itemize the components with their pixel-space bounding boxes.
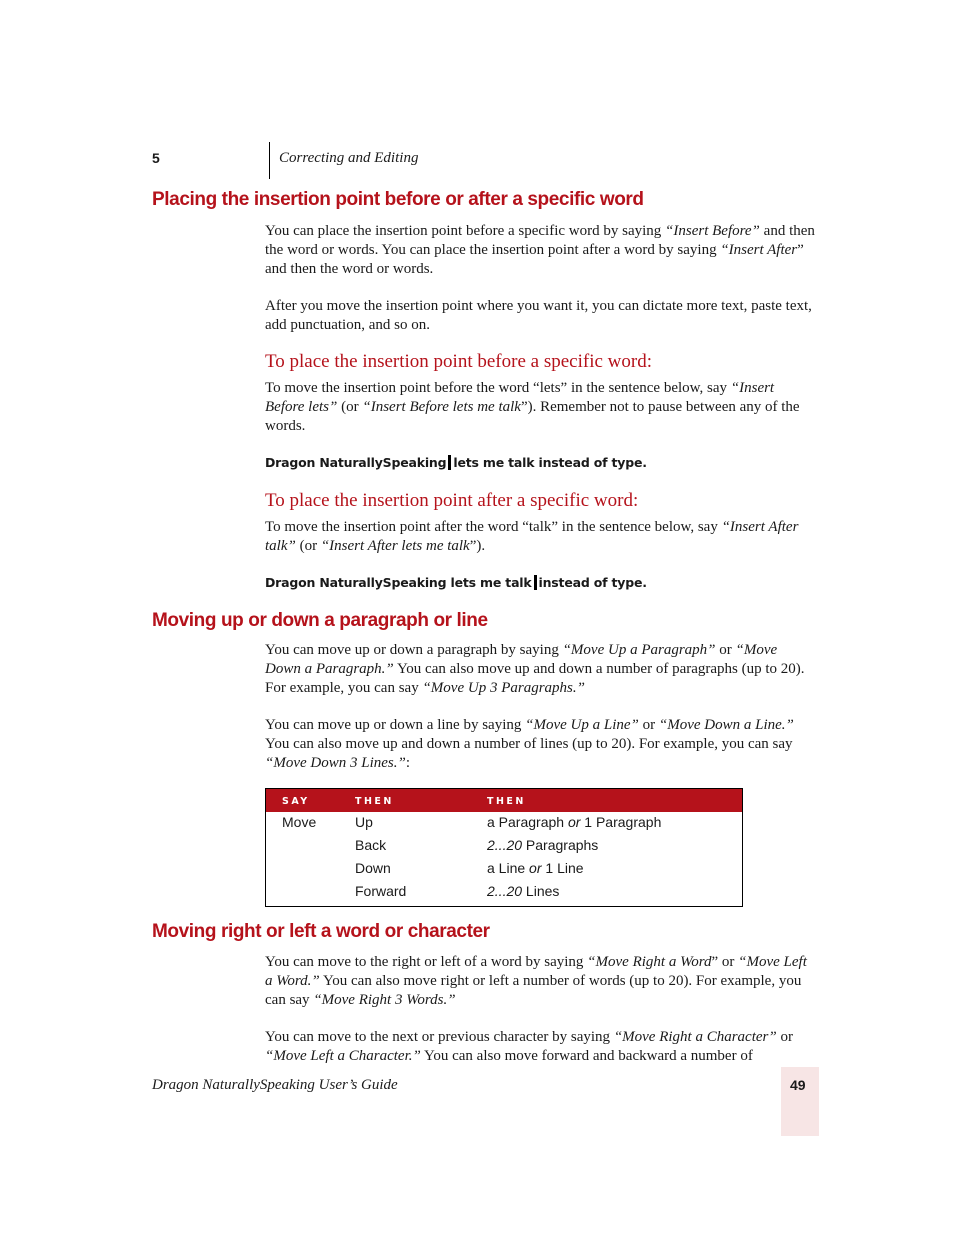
paragraph-before-word: To move the insertion point before the word “lets” in the sentence below, say “Insert Before lets” (or “Insert Before lets me talk”). Remember not to pause between any of the words. [265,380,800,434]
table-cell-direction: Up [355,814,373,830]
table-cell-say: Move [282,814,317,830]
column-header-then: THEN [355,796,394,807]
command-table [265,788,743,907]
paragraph-move-character: You can move to the next or previous character by saying “Move Right a Character” or “Move Left a Character.” You can also move forward and backward a number of [265,1029,793,1064]
footer-book-title: Dragon NaturallySpeaking User’s Guide [152,1077,398,1093]
table-cell-unit: 2...20 Paragraphs [487,837,599,853]
sample-sentence-before: Dragon NaturallySpeaking lets me talk instead of type. [265,455,647,470]
table-cell-unit: a Line or 1 Line [487,860,584,876]
table-cell-direction: Down [355,860,391,876]
paragraph-after-word: To move the insertion point after the word “talk” in the sentence below, say “Insert After talk” (or “Insert After lets me talk”). [265,519,799,554]
table-cell-direction: Back [355,837,387,853]
sample-sentence-after: Dragon NaturallySpeaking lets me talk instead of type. [265,575,647,590]
section-heading-insertion-point: Placing the insertion point before or after a specific word [152,189,644,210]
chapter-title: Correcting and Editing [279,150,419,166]
paragraph-insert-intro: You can place the insertion point before a specific word by saying “Insert Before” and then the word or words. You can place the insertion point after a word by saying “Insert After” and then the word or words. [265,223,815,277]
table-cell-unit: 2...20 Lines [487,883,560,899]
chapter-number: 5 [152,150,160,166]
paragraph-move-line: You can move up or down a line by saying “Move Up a Line” or “Move Down a Line.” You can also move up and down a number of lines (up to 20). For example, you can say “Move Down 3 Lines.”: [265,717,794,771]
column-header-say: SAY [282,796,310,807]
insertion-caret [534,575,537,590]
section-heading-paragraph-line: Moving up or down a paragraph or line [152,610,488,631]
paragraph-move-word: You can move to the right or left of a word by saying “Move Right a Word” or “Move Left a Word.” You can also move right or left a number of words (up to 20). For example, you can say “Move Right 3 Words.” [265,954,807,1008]
paragraph-after-move: After you move the insertion point where you want it, you can dictate more text, paste text, add punctuation, and so on. [265,298,812,333]
table-cell-direction: Forward [355,883,407,899]
table-header [266,789,742,812]
paragraph-move-paragraph: You can move up or down a paragraph by saying “Move Up a Paragraph” or “Move Down a Paragraph.” You can also move up and down a number of paragraphs (up to 20). For example, you can say “Move Up 3 Paragraphs.” [265,642,805,696]
section-heading-word-character: Moving right or left a word or character [152,921,490,942]
subheading-before-word: To place the insertion point before a specific word: [265,351,652,372]
header-divider [269,142,270,179]
table-cell-unit: a Paragraph or 1 Paragraph [487,814,662,830]
subheading-after-word: To place the insertion point after a specific word: [265,490,639,511]
page-number: 49 [790,1077,806,1093]
insertion-caret [448,455,451,470]
column-header-then: THEN [487,796,526,807]
